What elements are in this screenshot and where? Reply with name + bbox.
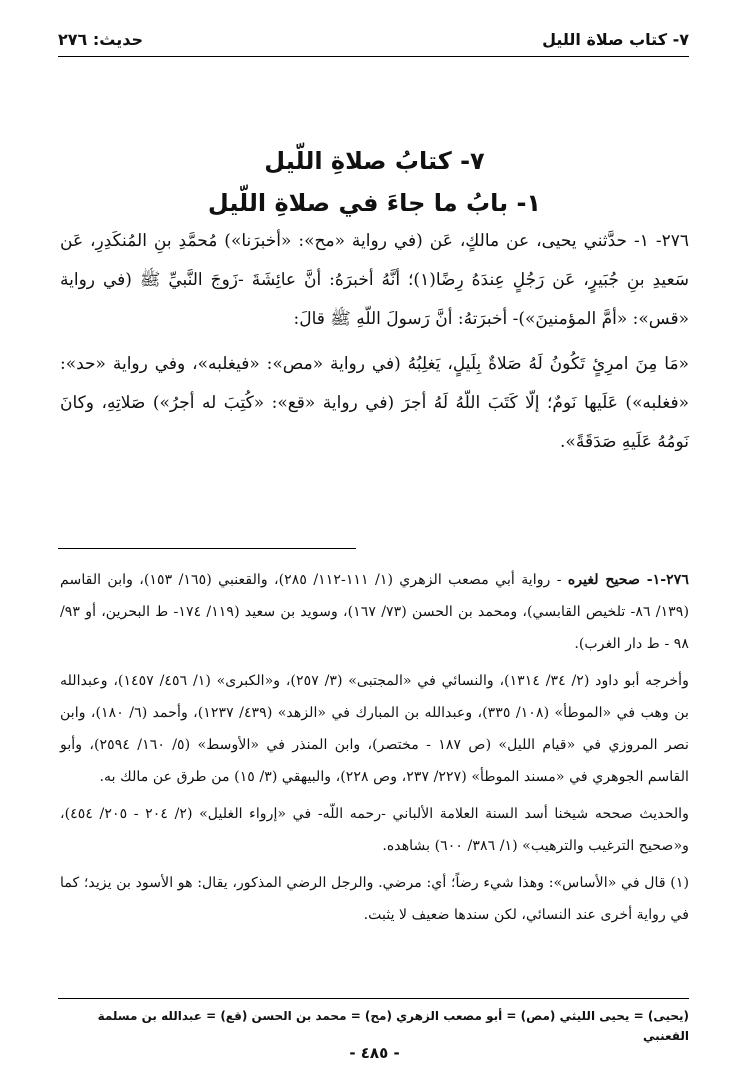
- chapter-header-title: ٧- كتاب صلاة الليل: [542, 29, 689, 49]
- sigla-legend: (يحيى) = يحيى الليثي (مص) = أبو مصعب الزهري (مح) = محمد بن الحسن (قع) = عبدالله بن مسلمة القعنبي: [97, 1009, 689, 1043]
- hadith-matn: «مَا مِنَ امرِئٍ تَكُونُ لَهُ صَلاةٌ بِلَيلٍ، يَغلِبُهُ (في رواية «مص»: «فيغلبه»، وفي رواية «حد»: «فغلبه») عَلَيها نَومٌ؛ إلّا كَتَبَ اللّهُ لَهُ أجرَ (في رواية «قع»: «كُتِبَ له أجرُ») صَلاتِهِ، وكانَ نَومُهُ عَلَيهِ صَدَقَةً».: [60, 354, 689, 452]
- notes-divider: [58, 548, 356, 549]
- sigla-divider: [58, 998, 689, 999]
- grade-label: ٢٧٦-١- صحيح لغيره: [567, 572, 690, 588]
- header-divider: [58, 56, 689, 57]
- takhrij-paragraph-1: [60, 564, 689, 660]
- takhrij-paragraph-2: وأخرجه أبو داود (٢/ ٣٤/ ١٣١٤)، والنسائي في «المجتبى» (٣/ ٢٥٧)، و«الكبرى» (١/ ٤٥٦/ ١٤٥٧)، وعبدالله بن وهب في «الموطأ» (١٠٨/ ٣٣٥)، وعبدالله بن المبارك في «الزهد» (٤٣٩/ ١٢٣٧)، وأحمد (٦/ ١٨٠)، وابن نصر المروزي في «قيام الليل» (ص ١٨٧ - مختصر)، وابن المنذر في «الأوسط» (٥/ ١٦٠/ ٢٥٩٤)، وأبو القاسم الجوهري في «مسند الموطأ» (٢٢٧/ ٢٣٧، وص ٢٢٨)، والبيهقي (٣/ ١٥) من طرق عن مالك به.: [60, 673, 689, 785]
- footnotes: [60, 564, 689, 931]
- section-titles: [0, 140, 749, 224]
- hadith-isnad: ٢٧٦- ١- حدَّثني يحيى، عن مالكٍ، عَن (في رواية «مح»: «أخبرَنا») مُحمَّدِ بنِ المُنكَدِرِ، عَن سَعيدِ بنِ جُبَيرٍ، عَن رَجُلٍ عِندَهُ رِضًا(١)؛ أنَّهُ أخبرَهُ: أنَّ عائِشَةَ -زَوجَ النَّبيِّ ﷺ (في رواية «قس»: «أمَّ المؤمنينَ»)- أخبرَتهُ: أنَّ رَسولَ اللّهِ ﷺ قالَ:: [60, 231, 690, 329]
- chapter-title: ١- بابُ ما جاءَ في صلاةِ اللّيل: [207, 189, 542, 217]
- footnote-1: (١) قال في «الأساس»: وهذا شيء رضاً؛ أي: مرضي. والرجل الرضي المذكور، يقال: هو الأسود بن يزيد؛ كما في رواية أخرى عند النسائي، لكن سندها ضعيف لا يثبت.: [60, 875, 689, 923]
- hadith-text: [60, 222, 689, 462]
- book-title: ٧- كتابُ صلاةِ اللّيل: [264, 147, 485, 175]
- takhrij-text-1: - رواية أبي مصعب الزهري (١/ ١١١-١١٢/ ٢٨٥)، والقعنبي (١٦٥/ ١٥٣)، وابن القاسم (١٣٩/ ٨٦- تلخيص القابسي)، ومحمد بن الحسن (٧٣/ ١٦٧)، وسويد بن سعيد (١١٩/ ١٧٤- ط البحرين، أو ٩٣/ ٩٨ - ط دار الغرب).: [60, 572, 689, 652]
- takhrij-paragraph-3: والحديث صححه شيخنا أسد السنة العلامة الألباني -رحمه اللّه- في «إرواء الغليل» (٢/ ٢٠٤ - ٢٠٥/ ٤٥٤)، و«صحيح الترغيب والترهيب» (١/ ٣٨٦/ ٦٠٠) بشاهده.: [60, 806, 689, 854]
- running-header: [58, 22, 689, 56]
- hadith-number-label: حديث: ٢٧٦: [58, 29, 143, 49]
- page-number: - ٤٨٥ -: [349, 1044, 400, 1062]
